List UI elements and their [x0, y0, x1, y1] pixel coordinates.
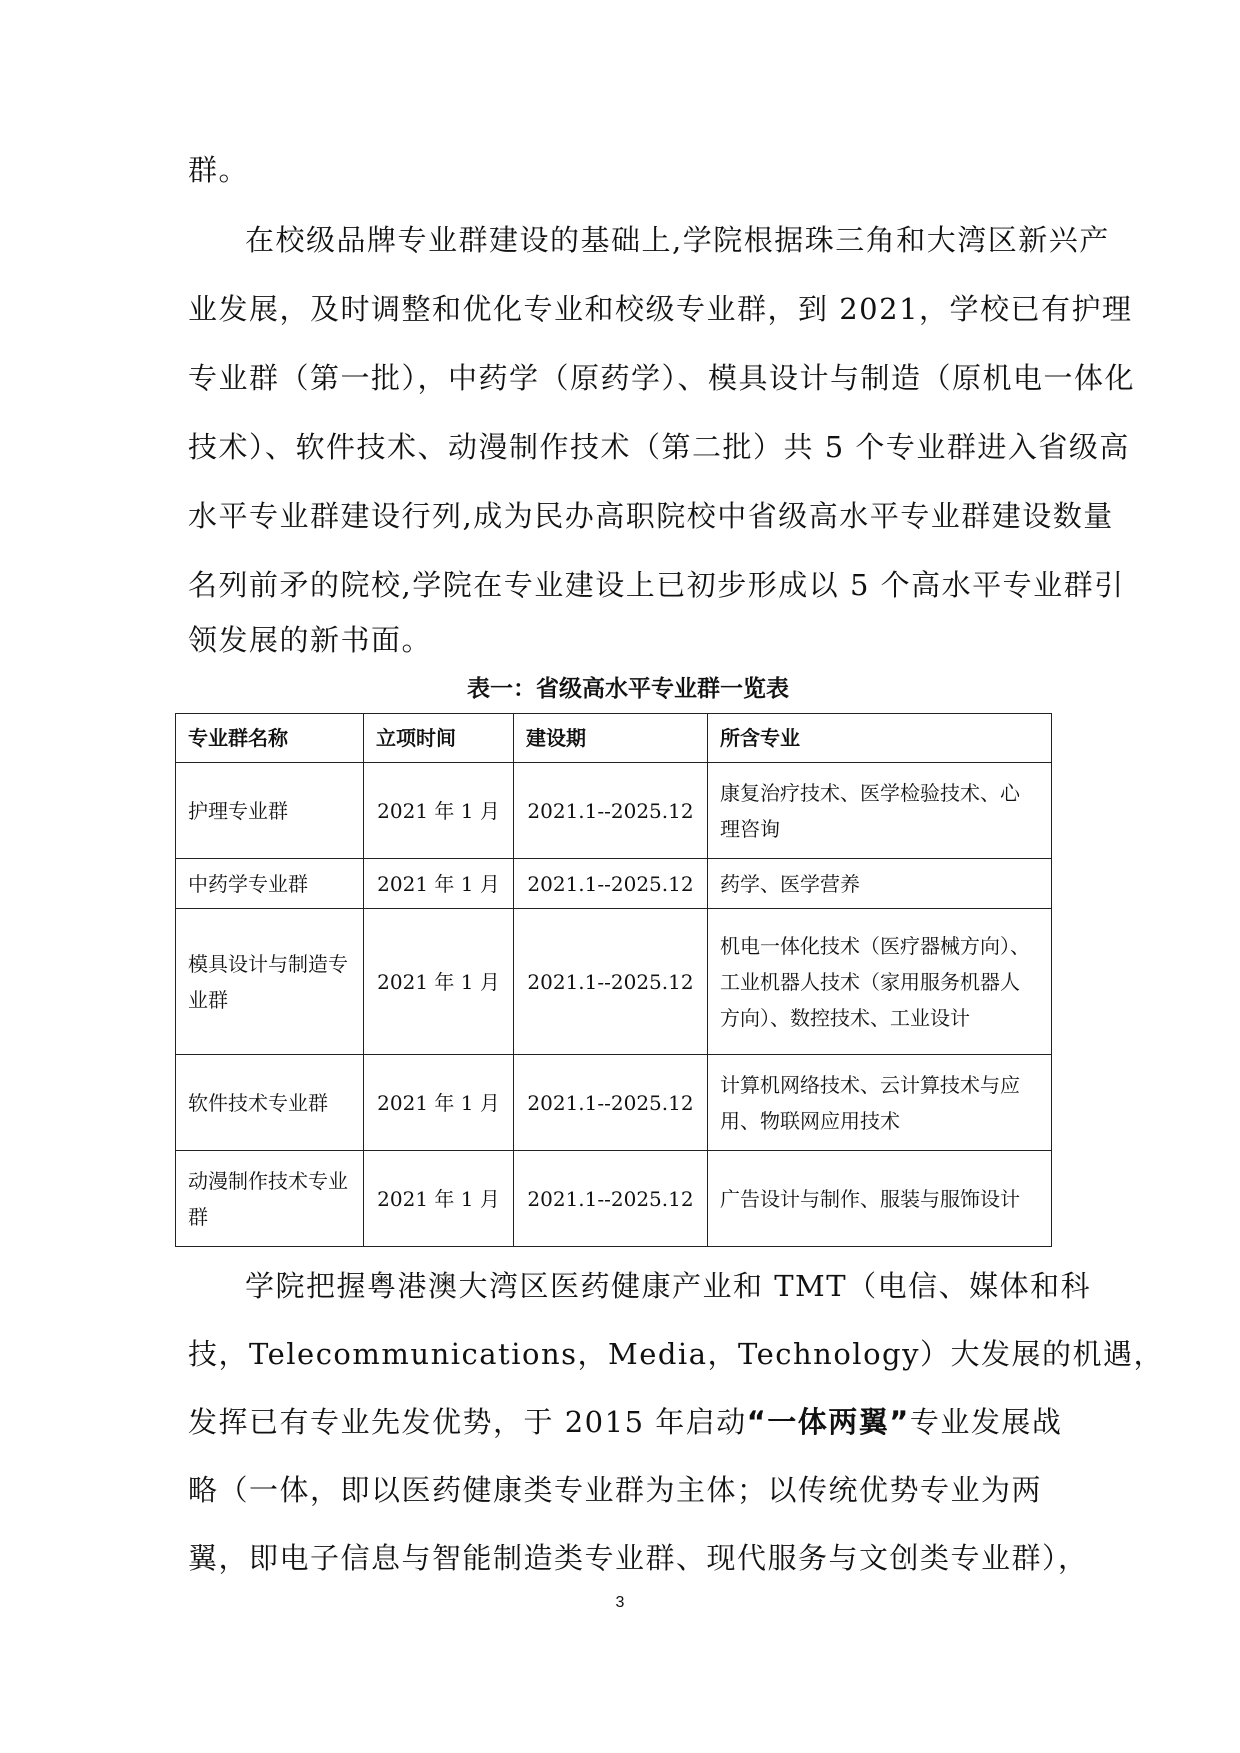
column-header: 建设期: [514, 714, 708, 763]
table-cell: 2021.1--2025.12: [514, 909, 708, 1055]
table-cell: 2021.1--2025.12: [514, 1055, 708, 1151]
table-cell: 动漫制作技术专业群: [176, 1151, 364, 1247]
table-cell: 2021 年 1 月: [364, 763, 514, 859]
text-run: 专业发展战: [909, 1405, 1063, 1439]
table-cell: 2021.1--2025.12: [514, 859, 708, 909]
page-number: 3: [615, 1594, 625, 1611]
paragraph-line: 在校级品牌专业群建设的基础上,学院根据珠三角和大湾区新兴产: [245, 223, 1110, 257]
column-header: 专业群名称: [176, 714, 364, 763]
table-cell: 2021.1--2025.12: [514, 1151, 708, 1247]
table-row: [176, 763, 1052, 859]
paragraph-line: 水平专业群建设行列,成为民办高职院校中省级高水平专业群建设数量: [188, 499, 1114, 533]
column-header: 立项时间: [364, 714, 514, 763]
table-cell: 康复治疗技术、医学检验技术、心理咨询: [708, 763, 1052, 859]
paragraph-line: 技术）、软件技术、动漫制作技术（第二批）共 5 个专业群进入省级高: [188, 430, 1130, 464]
table-cell: 模具设计与制造专业群: [176, 909, 364, 1055]
paragraph-line: [188, 1402, 1068, 1442]
table-cell: 2021 年 1 月: [364, 1055, 514, 1151]
table-cell: 护理专业群: [176, 763, 364, 859]
column-header: 所含专业: [708, 714, 1052, 763]
table-caption: 表一：省级高水平专业群一览表: [467, 676, 789, 702]
paragraph-line: 业发展，及时调整和优化专业和校级专业群，到 2021，学校已有护理: [188, 292, 1133, 326]
table-row: [176, 1055, 1052, 1151]
table-row: [176, 1151, 1052, 1247]
table-cell: 2021 年 1 月: [364, 1151, 514, 1247]
table-cell: 药学、医学营养: [708, 859, 1052, 909]
paragraph-line: 技，Telecommunications，Media，Technology）大发展的机遇，: [188, 1337, 1164, 1371]
table-row: [176, 859, 1052, 909]
paragraph-line: 领发展的新书面。: [188, 623, 433, 657]
table-cell: 广告设计与制作、服装与服饰设计: [708, 1151, 1052, 1247]
table-cell: 2021 年 1 月: [364, 909, 514, 1055]
paragraph-line: 翼，即电子信息与智能制造类专业群、现代服务与文创类专业群），: [188, 1541, 1089, 1575]
table-cell: 2021.1--2025.12: [514, 763, 708, 859]
paragraph-line: 群。: [188, 153, 250, 187]
paragraph-line: 略（一体，即以医药健康类专业群为主体；以传统优势专业为两: [188, 1473, 1043, 1507]
emphasis-text: “一体两翼”: [746, 1405, 910, 1439]
table-header-row: [176, 714, 1052, 763]
text-run: 发挥已有专业先发优势，于 2015 年启动: [188, 1405, 747, 1439]
table-cell: 机电一体化技术（医疗器械方向）、工业机器人技术（家用服务机器人方向）、数控技术、工业设计: [708, 909, 1052, 1055]
table-cell: 软件技术专业群: [176, 1055, 364, 1151]
table-cell: 计算机网络技术、云计算技术与应用、物联网应用技术: [708, 1055, 1052, 1151]
major-groups-table: [175, 713, 1052, 1247]
table-cell: 中药学专业群: [176, 859, 364, 909]
paragraph-line: 学院把握粤港澳大湾区医药健康产业和 TMT（电信、媒体和科: [245, 1269, 1092, 1303]
table-cell: 2021 年 1 月: [364, 859, 514, 909]
table-row: [176, 909, 1052, 1055]
paragraph-line: 专业群（第一批），中药学（原药学）、模具设计与制造（原机电一体化: [188, 361, 1136, 395]
paragraph-line: 名列前矛的院校,学院在专业建设上已初步形成以 5 个高水平专业群引: [188, 568, 1125, 602]
